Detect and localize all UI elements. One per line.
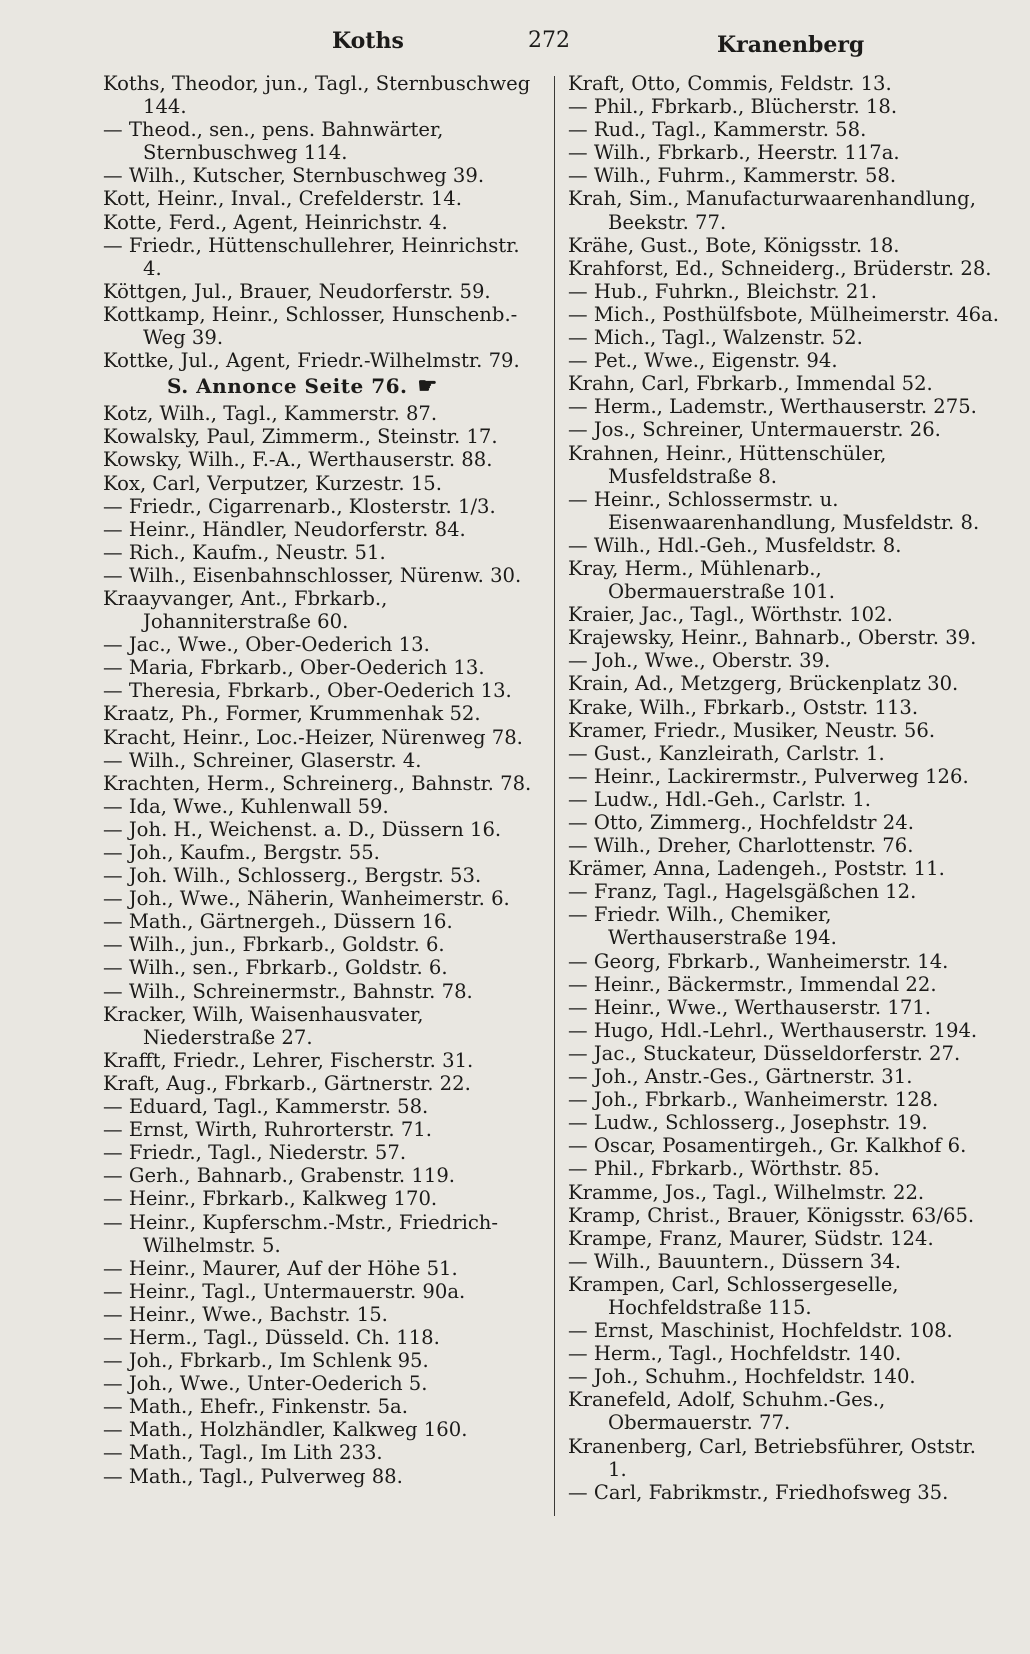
directory-entry: — Theresia, Fbrkarb., Ober-Oederich 13.	[103, 679, 512, 703]
directory-entry: Kracker, Wilh, Waisenhausvater, Niederstraße 27.	[103, 1002, 424, 1049]
directory-entry: — Joh., Fbrkarb., Wanheimerstr. 128.	[568, 1088, 939, 1112]
directory-entry: — Wilh., Schreiner, Glaserstr. 4.	[103, 748, 422, 772]
directory-entry: Krah, Sim., Manufacturwaarenhandlung, Beekstr. 77.	[568, 187, 976, 234]
directory-entry: — Pet., Wwe., Eigenstr. 94.	[568, 349, 838, 373]
directory-entry: — Wilh., Dreher, Charlottenstr. 76.	[568, 834, 914, 858]
directory-entry: Köttgen, Jul., Brauer, Neudorferstr. 59.	[103, 279, 491, 303]
directory-entry: — Ernst, Wirth, Ruhrorterstr. 71.	[103, 1118, 432, 1142]
directory-entry: — Ernst, Maschinist, Hochfeldstr. 108.	[568, 1319, 953, 1343]
directory-entry: — Heinr., Maurer, Auf der Höhe 51.	[103, 1256, 458, 1280]
directory-entry: Kraayvanger, Ant., Fbrkarb., Johanniterstraße 60.	[103, 586, 388, 634]
directory-entry: Krähe, Gust., Bote, Königsstr. 18.	[568, 233, 900, 257]
directory-entry: — Ludw., Hdl.-Geh., Carlstr. 1.	[568, 787, 872, 811]
directory-entry: Koths, Theodor, jun., Tagl., Sternbuschweg 144.	[103, 72, 531, 119]
directory-entry: — Joh. H., Weichenst. a. D., Düssern 16.	[103, 817, 502, 841]
directory-entry: — Joh., Wwe., Oberstr. 39.	[568, 649, 831, 673]
directory-entry: — Hugo, Hdl.-Lehrl., Werthauserstr. 194.	[568, 1018, 978, 1042]
directory-entry: Kox, Carl, Verputzer, Kurzestr. 15.	[103, 471, 442, 495]
directory-entry: Krahnen, Heinr., Hüttenschüler, Musfeldstraße 8.	[568, 441, 887, 488]
directory-entry: Krachten, Herm., Schreinerg., Bahnstr. 78.	[103, 771, 532, 795]
directory-entry: — Wilh., Bauuntern., Düssern 34.	[568, 1249, 901, 1273]
directory-entry: — Joh., Fbrkarb., Im Schlenk 95.	[103, 1349, 429, 1373]
directory-entry: Krampe, Franz, Maurer, Südstr. 124.	[568, 1226, 934, 1250]
directory-entry: — Heinr., Kupferschm.-Mstr., Friedrich-Wilhelmstr. 5.	[103, 1210, 499, 1257]
directory-entry: Kott, Heinr., Inval., Crefelderstr. 14.	[103, 187, 462, 211]
header-left-catchword: Koths	[332, 28, 404, 54]
directory-entry: — Math., Tagl., Im Lith 233.	[103, 1441, 383, 1465]
directory-entry: Krain, Ad., Metzgerg, Brückenplatz 30.	[568, 672, 959, 696]
directory-entry: Kramp, Christ., Brauer, Königsstr. 63/65.	[568, 1203, 975, 1227]
page-header	[0, 22, 1030, 62]
directory-entry: Kotz, Wilh., Tagl., Kammerstr. 87.	[103, 402, 438, 426]
directory-entry: Krampen, Carl, Schlossergeselle, Hochfeldstraße 115.	[568, 1272, 899, 1319]
directory-entry: — Georg, Fbrkarb., Wanheimerstr. 14.	[568, 949, 949, 973]
pointing-hand-icon: ☛	[417, 373, 438, 400]
directory-entry: — Joh., Wwe., Unter-Oederich 5.	[103, 1372, 428, 1396]
directory-entry: — Heinr., Händler, Neudorferstr. 84.	[103, 517, 466, 541]
directory-entry: Kracht, Heinr., Loc.-Heizer, Nürenweg 78.	[103, 725, 523, 749]
directory-entry: — Joh., Kaufm., Bergstr. 55.	[103, 841, 380, 864]
directory-entry: Krafft, Friedr., Lehrer, Fischerstr. 31.	[103, 1048, 474, 1072]
directory-entry: — Jac., Stuckateur, Düsseldorferstr. 27.	[568, 1041, 961, 1065]
directory-entry: — Heinr., Tagl., Untermauerstr. 90a.	[103, 1279, 466, 1303]
directory-entry: Kraatz, Ph., Former, Krummenhak 52.	[103, 702, 481, 726]
directory-entry: Krämer, Anna, Ladengeh., Poststr. 11.	[568, 857, 945, 881]
directory-entry: — Math., Gärtnergeh., Düssern 16.	[103, 910, 453, 934]
directory-entry: — Oscar, Posamentirgeh., Gr. Kalkhof 6.	[568, 1134, 967, 1158]
directory-entry: — Gerh., Bahnarb., Grabenstr. 119.	[103, 1164, 456, 1188]
directory-entry: — Otto, Zimmerg., Hochfeldstr 24.	[568, 811, 914, 834]
page-number: 272	[528, 28, 570, 53]
directory-entry: Kramer, Friedr., Musiker, Neustr. 56.	[568, 718, 936, 742]
directory-entry: — Ida, Wwe., Kuhlenwall 59.	[103, 794, 389, 818]
directory-entry: Kowsky, Wilh., F.-A., Werthauserstr. 88.	[103, 448, 493, 472]
directory-entry: — Eduard, Tagl., Kammerstr. 58.	[103, 1095, 429, 1119]
directory-entry: Krake, Wilh., Fbrkarb., Oststr. 113.	[568, 695, 919, 719]
directory-entry: — Friedr., Hüttenschullehrer, Heinrichstr. 4.	[103, 233, 520, 280]
directory-entry: — Herm., Lademstr., Werthauserstr. 275.	[568, 395, 977, 419]
directory-entry: — Mich., Tagl., Walzenstr. 52.	[568, 326, 863, 350]
directory-entry: Kraft, Otto, Commis, Feldstr. 13.	[568, 72, 892, 95]
left-column	[103, 72, 533, 1488]
directory-entry: Krajewsky, Heinr., Bahnarb., Oberstr. 39.	[568, 626, 977, 650]
directory-entry: — Friedr., Cigarrenarb., Klosterstr. 1/3.	[103, 494, 496, 518]
directory-entry: Krahforst, Ed., Schneiderg., Brüderstr. 28.	[568, 256, 992, 280]
directory-entry: — Friedr., Tagl., Niederstr. 57.	[103, 1141, 407, 1165]
directory-entry: — Joh., Anstr.-Ges., Gärtnerstr. 31.	[568, 1065, 913, 1089]
directory-entry: — Wilh., Kutscher, Sternbuschweg 39.	[103, 164, 485, 188]
directory-entry: — Heinr., Wwe., Bachstr. 15.	[103, 1302, 388, 1326]
annonce-text: S. Annonce Seite 76.	[167, 374, 408, 399]
directory-entry: — Wilh., Eisenbahnschlosser, Nürenw. 30.	[103, 563, 522, 587]
directory-entry: — Jos., Schreiner, Untermauerstr. 26.	[568, 418, 941, 442]
directory-entry: Kranefeld, Adolf, Schuhm.-Ges., Obermauerstr. 77.	[568, 1388, 886, 1435]
directory-entry: Kranenberg, Carl, Betriebsführer, Oststr. 1.	[568, 1434, 976, 1481]
directory-entry: — Wilh., sen., Fbrkarb., Goldstr. 6.	[103, 956, 448, 980]
directory-entry: — Herm., Tagl., Düsseld. Ch. 118.	[103, 1325, 440, 1349]
directory-entry: — Mich., Posthülfsbote, Mülheimerstr. 46a.	[568, 302, 1000, 326]
directory-entry: — Rich., Kaufm., Neustr. 51.	[103, 540, 386, 564]
directory-entry: — Wilh., Hdl.-Geh., Musfeldstr. 8.	[568, 533, 902, 557]
directory-entry: Kraier, Jac., Tagl., Wörthstr. 102.	[568, 603, 893, 627]
directory-entry: — Math., Holzhändler, Kalkweg 160.	[103, 1418, 468, 1442]
directory-entry: — Joh., Wwe., Näherin, Wanheimerstr. 6.	[103, 887, 510, 911]
directory-entry: — Rud., Tagl., Kammerstr. 58.	[568, 118, 867, 142]
directory-entry: Kraft, Aug., Fbrkarb., Gärtnerstr. 22.	[103, 1071, 471, 1095]
directory-entry: — Gust., Kanzleirath, Carlstr. 1.	[568, 741, 885, 765]
directory-entry: Kottke, Jul., Agent, Friedr.-Wilhelmstr. 79.	[103, 349, 520, 373]
directory-entry: Kramme, Jos., Tagl., Wilhelmstr. 22.	[568, 1180, 925, 1204]
directory-entry: — Theod., sen., pens. Bahnwärter, Sternbuschweg 114.	[103, 118, 444, 165]
directory-entry: — Joh. Wilh., Schlosserg., Bergstr. 53.	[103, 864, 482, 888]
directory-entry: — Heinr., Lackirermstr., Pulverweg 126.	[568, 764, 969, 788]
directory-entry: — Heinr., Wwe., Werthauserstr. 171.	[568, 995, 932, 1019]
directory-entry: — Wilh., jun., Fbrkarb., Goldstr. 6.	[103, 933, 445, 957]
directory-entry: — Franz, Tagl., Hagelsgäßchen 12.	[568, 880, 917, 904]
directory-entry: — Wilh., Fbrkarb., Heerstr. 117a.	[568, 141, 900, 165]
directory-entry: — Hub., Fuhrkn., Bleichstr. 21.	[568, 279, 878, 303]
column-divider	[554, 76, 555, 1516]
directory-entry: — Heinr., Fbrkarb., Kalkweg 170.	[103, 1187, 438, 1211]
directory-entry: — Heinr., Bäckermstr., Immendal 22.	[568, 972, 937, 996]
directory-entry: — Wilh., Fuhrm., Kammerstr. 58.	[568, 164, 897, 188]
directory-entry: — Maria, Fbrkarb., Ober-Oederich 13.	[103, 656, 485, 680]
directory-entry: Kottkamp, Heinr., Schlosser, Hunschenb.-Weg 39.	[103, 302, 518, 350]
annonce-reference	[103, 374, 533, 399]
directory-entry: Kray, Herm., Mühlenarb., Obermauerstraße 101.	[568, 556, 835, 604]
directory-entry: — Phil., Fbrkarb., Wörthstr. 85.	[568, 1157, 880, 1181]
directory-entry: — Herm., Tagl., Hochfeldstr. 140.	[568, 1342, 902, 1366]
directory-entry: — Joh., Schuhm., Hochfeldstr. 140.	[568, 1365, 916, 1389]
directory-entry: — Heinr., Schlossermstr. u. Eisenwaarenhandlung, Musfeldstr. 8.	[568, 487, 980, 534]
directory-entry: — Wilh., Schreinermstr., Bahnstr. 78.	[103, 979, 473, 1003]
directory-entry: — Jac., Wwe., Ober-Oederich 13.	[103, 633, 430, 657]
directory-entry: Kowalsky, Paul, Zimmerm., Steinstr. 17.	[103, 425, 498, 449]
right-column	[568, 72, 1000, 1504]
directory-entry: — Phil., Fbrkarb., Blücherstr. 18.	[568, 95, 898, 119]
directory-entry: — Math., Ehefr., Finkenstr. 5a.	[103, 1395, 408, 1419]
directory-entry: — Math., Tagl., Pulverweg 88.	[103, 1464, 403, 1488]
directory-entry: — Carl, Fabrikmstr., Friedhofsweg 35.	[568, 1480, 949, 1504]
directory-entry: — Friedr. Wilh., Chemiker, Werthauserstraße 194.	[568, 903, 837, 950]
directory-entry: — Ludw., Schlosserg., Josephstr. 19.	[568, 1111, 928, 1135]
directory-entry: Kotte, Ferd., Agent, Heinrichstr. 4.	[103, 210, 448, 234]
directory-entry: Krahn, Carl, Fbrkarb., Immendal 52.	[568, 372, 933, 396]
header-right-catchword: Kranenberg	[717, 32, 865, 58]
